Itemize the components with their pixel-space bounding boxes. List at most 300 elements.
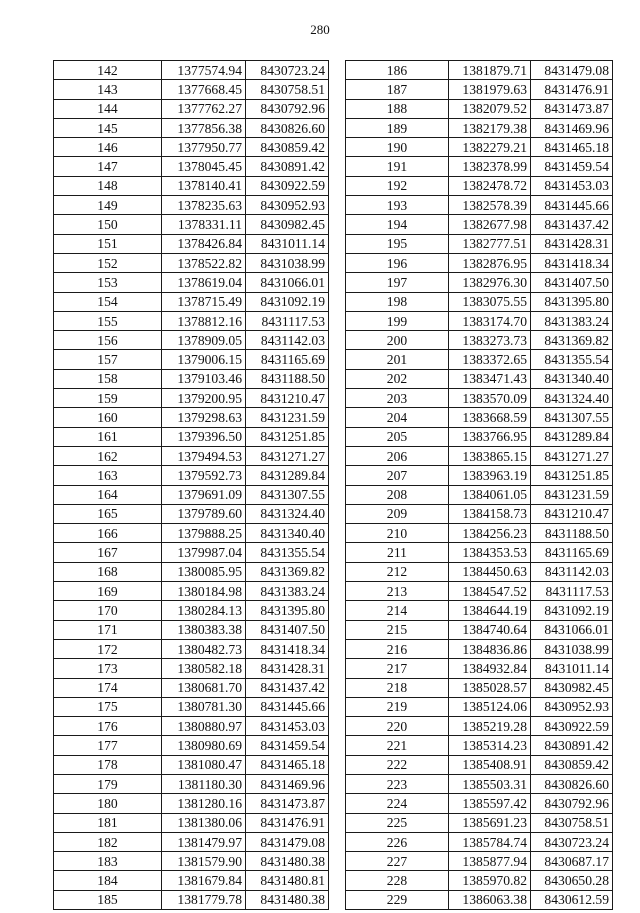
table-row	[54, 311, 329, 330]
point-number-cell: 171	[54, 620, 162, 639]
y-coordinate-cell: 8431340.40	[246, 524, 329, 543]
x-coordinate-cell: 1381280.16	[162, 794, 246, 813]
table-row	[346, 253, 613, 272]
point-number-cell: 176	[54, 717, 162, 736]
y-coordinate-cell: 8431289.84	[531, 427, 613, 446]
table-row	[54, 582, 329, 601]
x-coordinate-cell: 1377950.77	[162, 138, 246, 157]
y-coordinate-cell: 8431383.24	[246, 582, 329, 601]
y-coordinate-cell: 8431038.99	[531, 639, 613, 658]
y-coordinate-cell: 8431142.03	[246, 331, 329, 350]
x-coordinate-cell: 1381080.47	[162, 755, 246, 774]
x-coordinate-cell: 1379494.53	[162, 446, 246, 465]
y-coordinate-cell: 8431479.08	[531, 61, 613, 80]
y-coordinate-cell: 8431251.85	[246, 427, 329, 446]
table-row	[54, 176, 329, 195]
y-coordinate-cell: 8431473.87	[531, 99, 613, 118]
y-coordinate-cell: 8431188.50	[246, 369, 329, 388]
x-coordinate-cell: 1377574.94	[162, 61, 246, 80]
x-coordinate-cell: 1382079.52	[449, 99, 531, 118]
table-row	[346, 890, 613, 909]
page-number: 280	[310, 22, 330, 37]
y-coordinate-cell: 8430982.45	[531, 678, 613, 697]
y-coordinate-cell: 8430758.51	[246, 80, 329, 99]
x-coordinate-cell: 1386063.38	[449, 890, 531, 909]
table-row	[54, 292, 329, 311]
table-row	[346, 562, 613, 581]
point-number-cell: 160	[54, 408, 162, 427]
y-coordinate-cell: 8430723.24	[531, 832, 613, 851]
x-coordinate-cell: 1378909.05	[162, 331, 246, 350]
table-row	[346, 273, 613, 292]
y-coordinate-cell: 8431418.34	[246, 639, 329, 658]
x-coordinate-cell: 1381380.06	[162, 813, 246, 832]
table-row	[54, 890, 329, 909]
point-number-cell: 201	[346, 350, 449, 369]
table-row	[54, 717, 329, 736]
point-number-cell: 155	[54, 311, 162, 330]
point-number-cell: 178	[54, 755, 162, 774]
x-coordinate-cell: 1385028.57	[449, 678, 531, 697]
table-row	[346, 196, 613, 215]
y-coordinate-cell: 8431369.82	[246, 562, 329, 581]
point-number-cell: 166	[54, 524, 162, 543]
x-coordinate-cell: 1378235.63	[162, 196, 246, 215]
table-row	[346, 678, 613, 697]
table-left-body	[54, 61, 329, 910]
y-coordinate-cell: 8431453.03	[531, 176, 613, 195]
y-coordinate-cell: 8431459.54	[531, 157, 613, 176]
x-coordinate-cell: 1380482.73	[162, 639, 246, 658]
point-number-cell: 204	[346, 408, 449, 427]
y-coordinate-cell: 8431465.18	[246, 755, 329, 774]
y-coordinate-cell: 8430891.42	[531, 736, 613, 755]
x-coordinate-cell: 1383570.09	[449, 389, 531, 408]
point-number-cell: 173	[54, 659, 162, 678]
point-number-cell: 159	[54, 389, 162, 408]
x-coordinate-cell: 1382478.72	[449, 176, 531, 195]
y-coordinate-cell: 8431038.99	[246, 253, 329, 272]
x-coordinate-cell: 1382876.95	[449, 253, 531, 272]
point-number-cell: 162	[54, 446, 162, 465]
table-row	[346, 813, 613, 832]
x-coordinate-cell: 1381479.97	[162, 832, 246, 851]
y-coordinate-cell: 8431407.50	[531, 273, 613, 292]
x-coordinate-cell: 1380085.95	[162, 562, 246, 581]
y-coordinate-cell: 8431480.38	[246, 852, 329, 871]
x-coordinate-cell: 1381779.78	[162, 890, 246, 909]
x-coordinate-cell: 1378045.45	[162, 157, 246, 176]
table-row	[346, 118, 613, 137]
x-coordinate-cell: 1378140.41	[162, 176, 246, 195]
point-number-cell: 145	[54, 118, 162, 137]
x-coordinate-cell: 1382976.30	[449, 273, 531, 292]
point-number-cell: 175	[54, 697, 162, 716]
y-coordinate-cell: 8430859.42	[246, 138, 329, 157]
table-row	[54, 118, 329, 137]
point-number-cell: 183	[54, 852, 162, 871]
y-coordinate-cell: 8430952.93	[531, 697, 613, 716]
x-coordinate-cell: 1383075.55	[449, 292, 531, 311]
table-row	[54, 659, 329, 678]
x-coordinate-cell: 1384158.73	[449, 504, 531, 523]
y-coordinate-cell: 8430687.17	[531, 852, 613, 871]
y-coordinate-cell: 8430650.28	[531, 871, 613, 890]
point-number-cell: 198	[346, 292, 449, 311]
x-coordinate-cell: 1379103.46	[162, 369, 246, 388]
y-coordinate-cell: 8431469.96	[246, 774, 329, 793]
x-coordinate-cell: 1378715.49	[162, 292, 246, 311]
y-coordinate-cell: 8430723.24	[246, 61, 329, 80]
point-number-cell: 165	[54, 504, 162, 523]
y-coordinate-cell: 8431407.50	[246, 620, 329, 639]
table-row	[54, 61, 329, 80]
point-number-cell: 197	[346, 273, 449, 292]
table-row	[54, 350, 329, 369]
y-coordinate-cell: 8431395.80	[531, 292, 613, 311]
point-number-cell: 220	[346, 717, 449, 736]
y-coordinate-cell: 8431395.80	[246, 601, 329, 620]
point-number-cell: 146	[54, 138, 162, 157]
x-coordinate-cell: 1383174.70	[449, 311, 531, 330]
y-coordinate-cell: 8431355.54	[531, 350, 613, 369]
point-number-cell: 151	[54, 234, 162, 253]
table-row	[54, 524, 329, 543]
x-coordinate-cell: 1381180.30	[162, 774, 246, 793]
point-number-cell: 169	[54, 582, 162, 601]
table-row	[346, 427, 613, 446]
table-row	[346, 446, 613, 465]
y-coordinate-cell: 8431231.59	[531, 485, 613, 504]
x-coordinate-cell: 1385408.91	[449, 755, 531, 774]
y-coordinate-cell: 8430891.42	[246, 157, 329, 176]
y-coordinate-cell: 8431011.14	[246, 234, 329, 253]
point-number-cell: 217	[346, 659, 449, 678]
x-coordinate-cell: 1385597.42	[449, 794, 531, 813]
point-number-cell: 144	[54, 99, 162, 118]
x-coordinate-cell: 1377668.45	[162, 80, 246, 99]
point-number-cell: 152	[54, 253, 162, 272]
point-number-cell: 208	[346, 485, 449, 504]
table-row	[346, 485, 613, 504]
y-coordinate-cell: 8430982.45	[246, 215, 329, 234]
table-row	[346, 717, 613, 736]
table-row	[54, 697, 329, 716]
table-row	[346, 504, 613, 523]
y-coordinate-cell: 8431324.40	[531, 389, 613, 408]
point-number-cell: 216	[346, 639, 449, 658]
y-coordinate-cell: 8430952.93	[246, 196, 329, 215]
x-coordinate-cell: 1383668.59	[449, 408, 531, 427]
point-number-cell: 174	[54, 678, 162, 697]
table-row	[346, 659, 613, 678]
y-coordinate-cell: 8431355.54	[246, 543, 329, 562]
x-coordinate-cell: 1384932.84	[449, 659, 531, 678]
point-number-cell: 214	[346, 601, 449, 620]
y-coordinate-cell: 8431210.47	[246, 389, 329, 408]
table-row	[54, 234, 329, 253]
table-row	[346, 736, 613, 755]
point-number-cell: 158	[54, 369, 162, 388]
x-coordinate-cell: 1384353.53	[449, 543, 531, 562]
point-number-cell: 191	[346, 157, 449, 176]
point-number-cell: 229	[346, 890, 449, 909]
y-coordinate-cell: 8430758.51	[531, 813, 613, 832]
table-row	[346, 794, 613, 813]
x-coordinate-cell: 1380184.98	[162, 582, 246, 601]
point-number-cell: 186	[346, 61, 449, 80]
table-row	[54, 369, 329, 388]
x-coordinate-cell: 1384644.19	[449, 601, 531, 620]
coordinates-table-right	[345, 60, 613, 910]
y-coordinate-cell: 8431210.47	[531, 504, 613, 523]
y-coordinate-cell: 8431480.38	[246, 890, 329, 909]
table-row	[54, 639, 329, 658]
table-row	[54, 99, 329, 118]
point-number-cell: 224	[346, 794, 449, 813]
y-coordinate-cell: 8431480.81	[246, 871, 329, 890]
table-row	[54, 852, 329, 871]
y-coordinate-cell: 8431340.40	[531, 369, 613, 388]
point-number-cell: 213	[346, 582, 449, 601]
table-row	[54, 485, 329, 504]
table-row	[54, 871, 329, 890]
table-row	[346, 61, 613, 80]
point-number-cell: 180	[54, 794, 162, 813]
x-coordinate-cell: 1382179.38	[449, 118, 531, 137]
y-coordinate-cell: 8431117.53	[246, 311, 329, 330]
table-row	[54, 389, 329, 408]
point-number-cell: 195	[346, 234, 449, 253]
point-number-cell: 188	[346, 99, 449, 118]
x-coordinate-cell: 1385314.23	[449, 736, 531, 755]
table-row	[346, 852, 613, 871]
table-row	[346, 389, 613, 408]
x-coordinate-cell: 1380383.38	[162, 620, 246, 639]
point-number-cell: 156	[54, 331, 162, 350]
x-coordinate-cell: 1379592.73	[162, 466, 246, 485]
table-row	[54, 755, 329, 774]
y-coordinate-cell: 8431307.55	[246, 485, 329, 504]
x-coordinate-cell: 1382677.98	[449, 215, 531, 234]
x-coordinate-cell: 1378619.04	[162, 273, 246, 292]
x-coordinate-cell: 1383865.15	[449, 446, 531, 465]
y-coordinate-cell: 8431092.19	[531, 601, 613, 620]
x-coordinate-cell: 1383273.73	[449, 331, 531, 350]
table-row	[346, 234, 613, 253]
point-number-cell: 206	[346, 446, 449, 465]
table-row	[54, 562, 329, 581]
point-number-cell: 172	[54, 639, 162, 658]
y-coordinate-cell: 8431011.14	[531, 659, 613, 678]
table-row	[54, 157, 329, 176]
table-row	[54, 273, 329, 292]
x-coordinate-cell: 1378812.16	[162, 311, 246, 330]
x-coordinate-cell: 1383766.95	[449, 427, 531, 446]
point-number-cell: 163	[54, 466, 162, 485]
point-number-cell: 221	[346, 736, 449, 755]
table-row	[346, 620, 613, 639]
point-number-cell: 187	[346, 80, 449, 99]
y-coordinate-cell: 8431479.08	[246, 832, 329, 851]
x-coordinate-cell: 1378426.84	[162, 234, 246, 253]
table-row	[54, 196, 329, 215]
y-coordinate-cell: 8431459.54	[246, 736, 329, 755]
table-row	[346, 311, 613, 330]
point-number-cell: 209	[346, 504, 449, 523]
point-number-cell: 164	[54, 485, 162, 504]
table-row	[54, 253, 329, 272]
x-coordinate-cell: 1379789.60	[162, 504, 246, 523]
point-number-cell: 190	[346, 138, 449, 157]
table-row	[346, 524, 613, 543]
x-coordinate-cell: 1382777.51	[449, 234, 531, 253]
point-number-cell: 215	[346, 620, 449, 639]
table-row	[54, 794, 329, 813]
table-row	[346, 292, 613, 311]
table-row	[346, 138, 613, 157]
table-row	[54, 427, 329, 446]
point-number-cell: 207	[346, 466, 449, 485]
table-row	[346, 350, 613, 369]
table-row	[54, 504, 329, 523]
point-number-cell: 157	[54, 350, 162, 369]
y-coordinate-cell: 8431165.69	[246, 350, 329, 369]
point-number-cell: 219	[346, 697, 449, 716]
y-coordinate-cell: 8430922.59	[531, 717, 613, 736]
table-row	[54, 601, 329, 620]
x-coordinate-cell: 1383471.43	[449, 369, 531, 388]
x-coordinate-cell: 1382578.39	[449, 196, 531, 215]
x-coordinate-cell: 1385691.23	[449, 813, 531, 832]
y-coordinate-cell: 8431271.27	[531, 446, 613, 465]
x-coordinate-cell: 1381979.63	[449, 80, 531, 99]
point-number-cell: 181	[54, 813, 162, 832]
y-coordinate-cell: 8431418.34	[531, 253, 613, 272]
table-row	[54, 813, 329, 832]
y-coordinate-cell: 8431476.91	[246, 813, 329, 832]
x-coordinate-cell: 1382378.99	[449, 157, 531, 176]
x-coordinate-cell: 1384740.64	[449, 620, 531, 639]
x-coordinate-cell: 1378522.82	[162, 253, 246, 272]
x-coordinate-cell: 1379396.50	[162, 427, 246, 446]
y-coordinate-cell: 8431231.59	[246, 408, 329, 427]
point-number-cell: 161	[54, 427, 162, 446]
table-row	[346, 215, 613, 234]
table-row	[346, 639, 613, 658]
point-number-cell: 168	[54, 562, 162, 581]
point-number-cell: 200	[346, 331, 449, 350]
x-coordinate-cell: 1381679.84	[162, 871, 246, 890]
x-coordinate-cell: 1380582.18	[162, 659, 246, 678]
x-coordinate-cell: 1385970.82	[449, 871, 531, 890]
y-coordinate-cell: 8431369.82	[531, 331, 613, 350]
x-coordinate-cell: 1383963.19	[449, 466, 531, 485]
table-row	[54, 620, 329, 639]
y-coordinate-cell: 8430859.42	[531, 755, 613, 774]
point-number-cell: 222	[346, 755, 449, 774]
point-number-cell: 225	[346, 813, 449, 832]
y-coordinate-cell: 8431251.85	[531, 466, 613, 485]
y-coordinate-cell: 8431066.01	[531, 620, 613, 639]
y-coordinate-cell: 8431437.42	[246, 678, 329, 697]
x-coordinate-cell: 1381579.90	[162, 852, 246, 871]
point-number-cell: 177	[54, 736, 162, 755]
x-coordinate-cell: 1384836.86	[449, 639, 531, 658]
table-row	[346, 331, 613, 350]
table-row	[54, 543, 329, 562]
x-coordinate-cell: 1385124.06	[449, 697, 531, 716]
table-row	[54, 832, 329, 851]
y-coordinate-cell: 8431383.24	[531, 311, 613, 330]
y-coordinate-cell: 8431465.18	[531, 138, 613, 157]
y-coordinate-cell: 8430792.96	[531, 794, 613, 813]
y-coordinate-cell: 8431165.69	[531, 543, 613, 562]
point-number-cell: 228	[346, 871, 449, 890]
table-row	[54, 736, 329, 755]
y-coordinate-cell: 8431437.42	[531, 215, 613, 234]
point-number-cell: 196	[346, 253, 449, 272]
x-coordinate-cell: 1380681.70	[162, 678, 246, 697]
table-row	[346, 80, 613, 99]
point-number-cell: 199	[346, 311, 449, 330]
table-row	[346, 774, 613, 793]
table-row	[54, 331, 329, 350]
y-coordinate-cell: 8431307.55	[531, 408, 613, 427]
point-number-cell: 170	[54, 601, 162, 620]
point-number-cell: 223	[346, 774, 449, 793]
table-row	[346, 466, 613, 485]
point-number-cell: 202	[346, 369, 449, 388]
y-coordinate-cell: 8431142.03	[531, 562, 613, 581]
table-row	[54, 138, 329, 157]
x-coordinate-cell: 1380880.97	[162, 717, 246, 736]
y-coordinate-cell: 8430826.60	[246, 118, 329, 137]
y-coordinate-cell: 8431473.87	[246, 794, 329, 813]
table-row	[54, 774, 329, 793]
point-number-cell: 142	[54, 61, 162, 80]
table-row	[346, 832, 613, 851]
y-coordinate-cell: 8430792.96	[246, 99, 329, 118]
table-row	[346, 369, 613, 388]
table-row	[346, 99, 613, 118]
x-coordinate-cell: 1384450.63	[449, 562, 531, 581]
point-number-cell: 184	[54, 871, 162, 890]
x-coordinate-cell: 1385877.94	[449, 852, 531, 871]
point-number-cell: 147	[54, 157, 162, 176]
table-row	[54, 678, 329, 697]
x-coordinate-cell: 1379888.25	[162, 524, 246, 543]
coordinates-table-left	[53, 60, 329, 910]
point-number-cell: 211	[346, 543, 449, 562]
table-row	[346, 543, 613, 562]
table-row	[346, 176, 613, 195]
point-number-cell: 205	[346, 427, 449, 446]
x-coordinate-cell: 1384256.23	[449, 524, 531, 543]
point-number-cell: 179	[54, 774, 162, 793]
point-number-cell: 154	[54, 292, 162, 311]
x-coordinate-cell: 1382279.21	[449, 138, 531, 157]
x-coordinate-cell: 1377856.38	[162, 118, 246, 137]
table-right-body	[346, 61, 613, 910]
y-coordinate-cell: 8431066.01	[246, 273, 329, 292]
point-number-cell: 193	[346, 196, 449, 215]
y-coordinate-cell: 8431445.66	[246, 697, 329, 716]
point-number-cell: 189	[346, 118, 449, 137]
point-number-cell: 227	[346, 852, 449, 871]
x-coordinate-cell: 1385503.31	[449, 774, 531, 793]
x-coordinate-cell: 1385219.28	[449, 717, 531, 736]
